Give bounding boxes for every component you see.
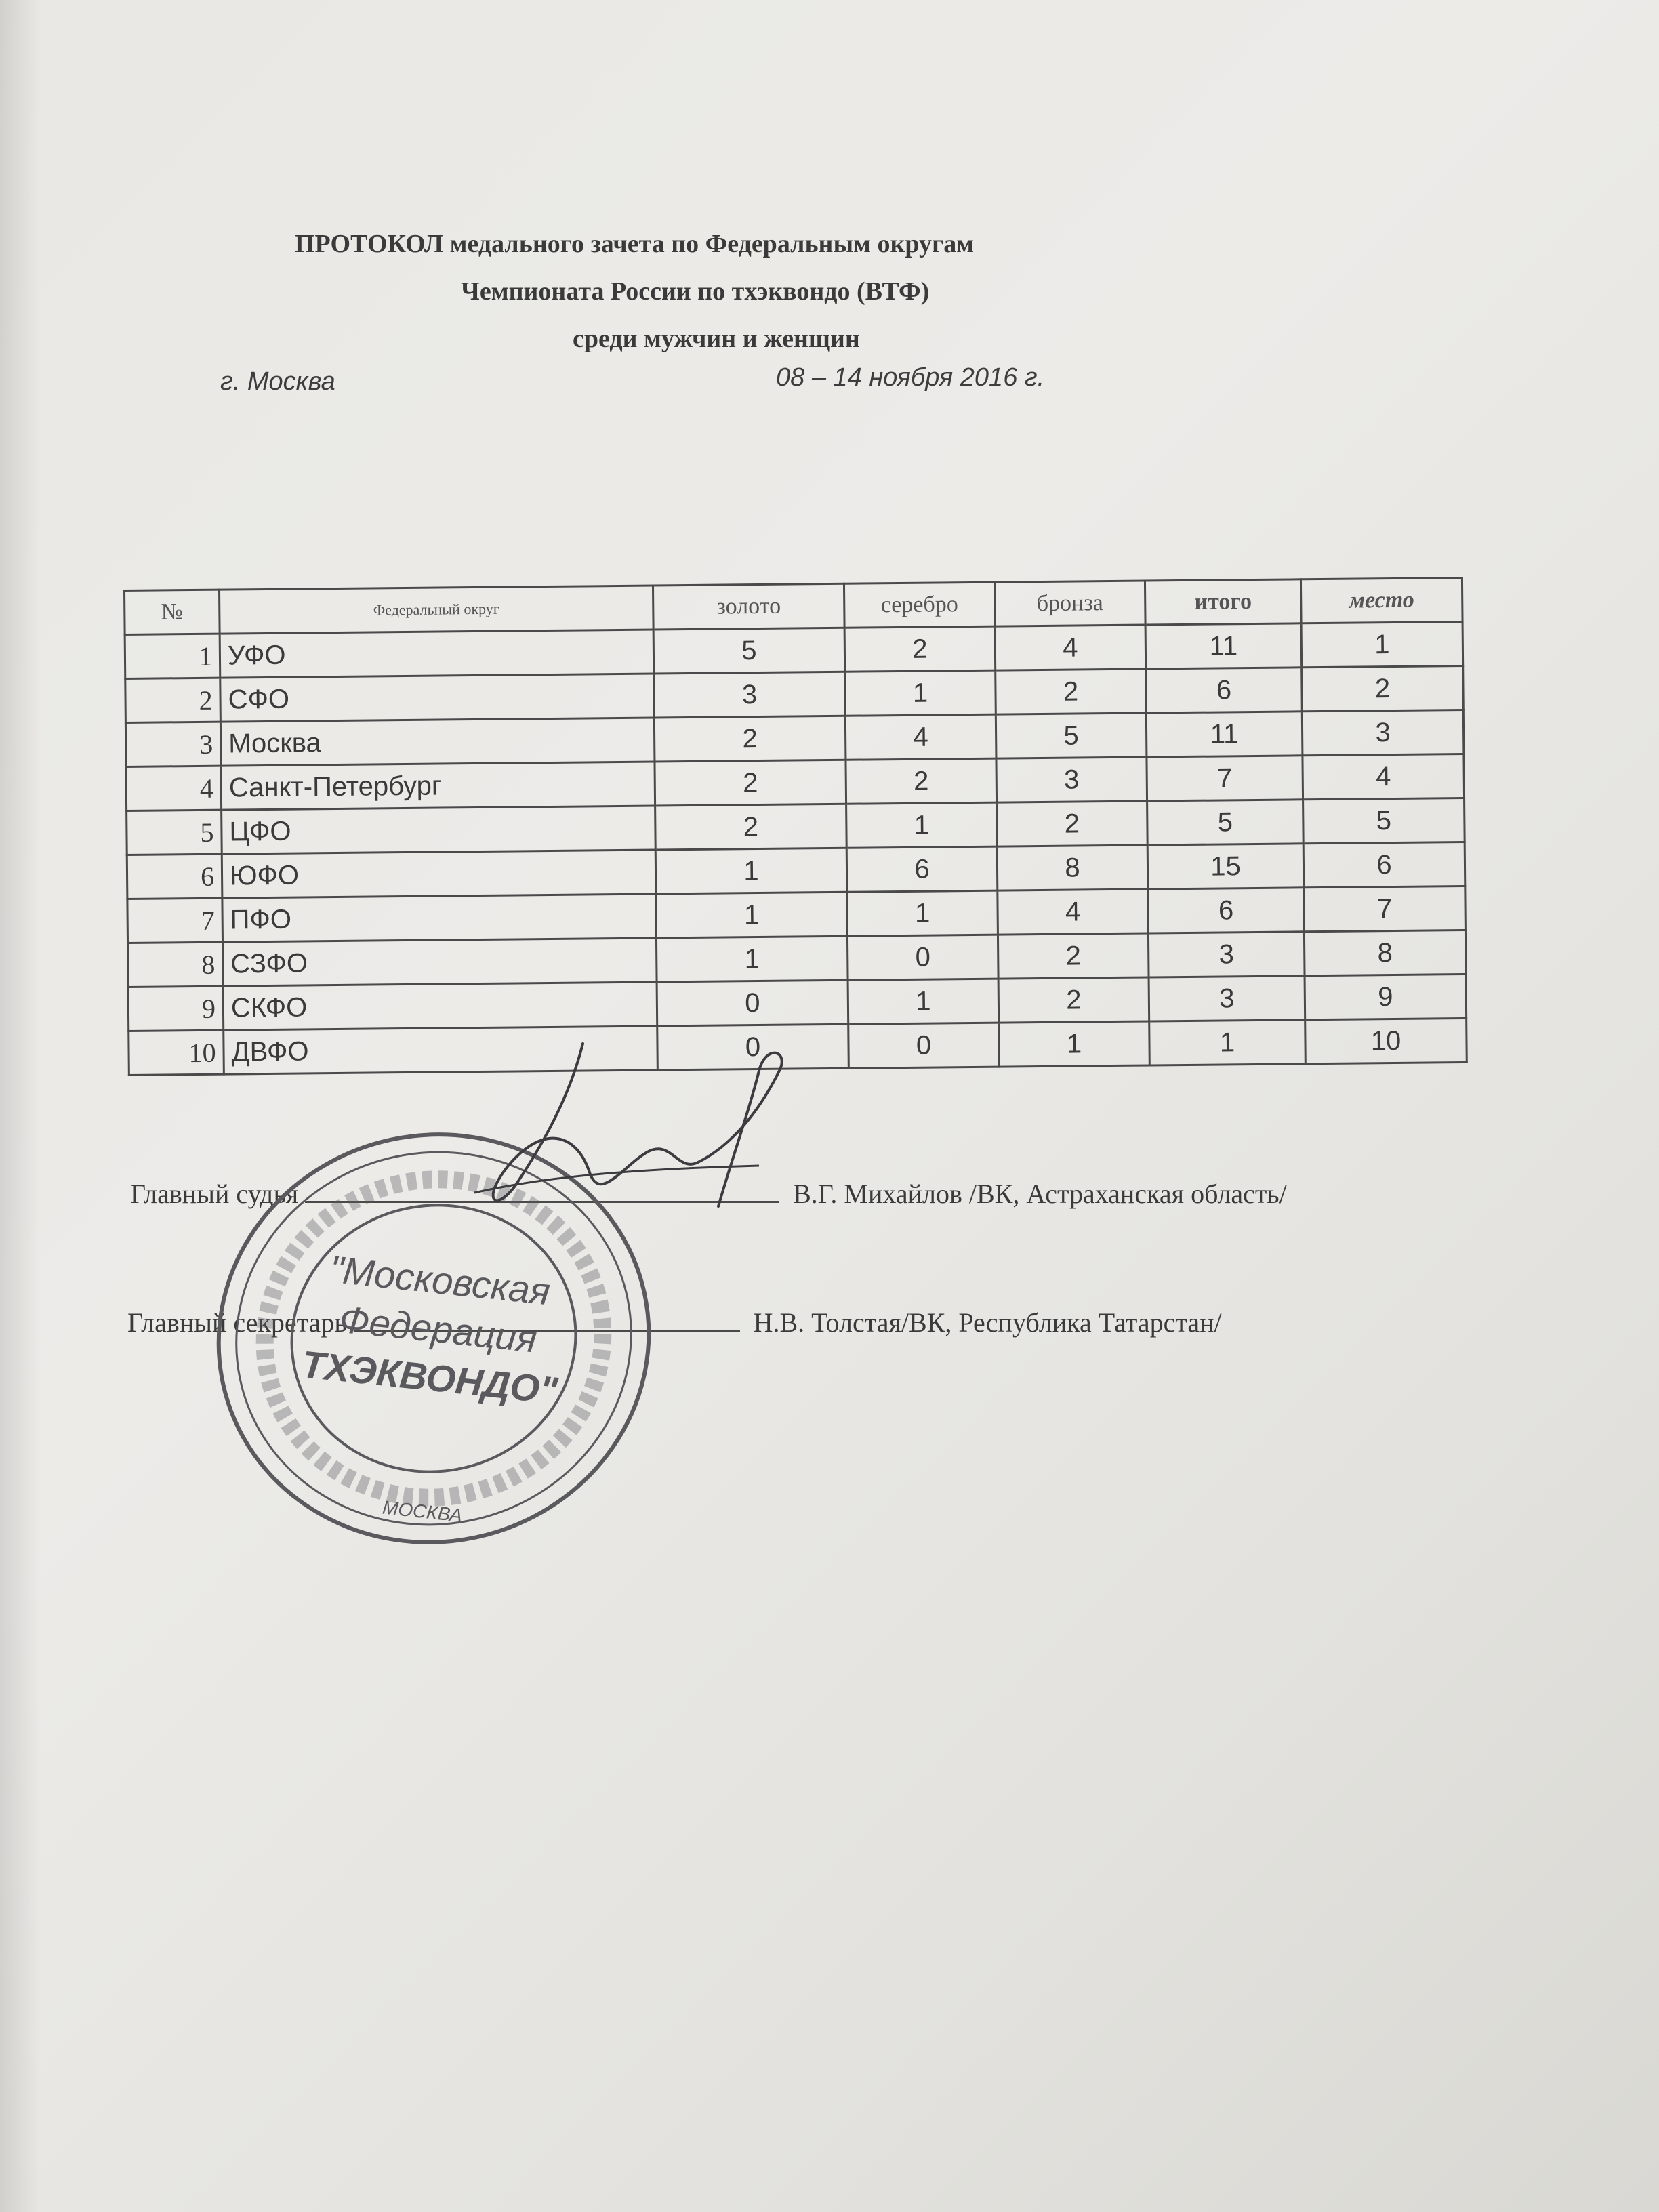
cell-district: Москва (220, 718, 655, 766)
cell-bronze: 1 (999, 1021, 1150, 1067)
cell-bronze: 2 (998, 933, 1149, 979)
cell-silver: 0 (847, 935, 998, 980)
cell-total: 3 (1148, 932, 1305, 977)
cell-place: 1 (1301, 622, 1463, 668)
cell-silver: 6 (846, 846, 998, 892)
cell-gold: 3 (654, 672, 846, 718)
cell-bronze: 4 (995, 625, 1146, 670)
stamp-city: МОСКВА (381, 1496, 464, 1526)
stamp-text-line3: ТХЭКВОНДО" (300, 1343, 560, 1412)
cell-bronze: 3 (996, 757, 1147, 802)
cell-bronze: 8 (997, 845, 1148, 890)
cell-total: 11 (1146, 712, 1303, 757)
championship-title: Чемпионата России по тхэквондо (ВТФ) (461, 277, 930, 306)
cell-total: 11 (1145, 623, 1302, 669)
cell-place: 3 (1302, 710, 1464, 756)
cell-total: 1 (1149, 1020, 1306, 1065)
cell-num: 8 (128, 942, 224, 987)
col-header-place: место (1300, 578, 1462, 623)
cell-gold: 0 (657, 1024, 849, 1070)
col-header-district: Федеральный округ (220, 586, 654, 634)
cell-bronze: 2 (997, 801, 1148, 846)
cell-silver: 1 (847, 890, 998, 936)
cell-district: СФО (220, 674, 655, 722)
page-shadow (0, 0, 41, 2212)
signature-underline (474, 1166, 759, 1193)
handwritten-signature (380, 1030, 800, 1247)
cell-bronze: 2 (998, 977, 1149, 1023)
cell-place: 6 (1303, 842, 1465, 888)
cell-gold: 1 (655, 848, 847, 894)
cell-num: 5 (127, 810, 222, 855)
cell-num: 1 (125, 634, 220, 678)
cell-district: УФО (220, 630, 654, 678)
cell-gold: 2 (654, 716, 846, 762)
cell-bronze: 2 (996, 669, 1147, 714)
cell-gold: 1 (656, 892, 848, 938)
cell-gold: 0 (657, 980, 848, 1026)
chief-judge-role: Главный судья (130, 1179, 299, 1209)
cell-num: 4 (126, 766, 222, 811)
col-header-bronze: бронза (994, 581, 1145, 626)
col-header-num: № (125, 590, 220, 634)
cell-bronze: 5 (996, 713, 1147, 758)
event-city: г. Москва (220, 367, 335, 396)
cell-district: СКФО (223, 982, 657, 1030)
stamp-text-line2: Федерация (337, 1297, 539, 1361)
cell-place: 10 (1305, 1019, 1467, 1064)
cell-place: 8 (1304, 930, 1466, 976)
chief-judge-name: В.Г. Михайлов /ВК, Астраханская область/ (793, 1179, 1287, 1209)
cell-num: 10 (129, 1030, 224, 1075)
cell-total: 5 (1147, 800, 1304, 845)
cell-district: Санкт-Петербург (221, 762, 655, 810)
cell-place: 4 (1303, 754, 1465, 800)
cell-silver: 4 (845, 714, 996, 760)
cell-gold: 2 (655, 804, 847, 850)
cell-district: ПФО (222, 894, 657, 942)
col-header-gold: золото (653, 583, 844, 630)
cell-silver: 1 (846, 802, 998, 848)
cell-total: 3 (1149, 976, 1305, 1021)
cell-silver: 1 (845, 670, 996, 716)
medal-standings-table (123, 577, 1468, 1076)
event-dates: 08 – 14 ноября 2016 г. (776, 363, 1045, 392)
cell-district: ЦФО (222, 806, 656, 854)
cell-total: 6 (1146, 668, 1303, 713)
cell-num: 2 (125, 678, 221, 722)
chief-secretary-name: Н.В. Толстая/ВК, Республика Татарстан/ (753, 1307, 1222, 1338)
cell-gold: 5 (653, 628, 845, 674)
cell-silver: 1 (848, 979, 999, 1024)
category-subtitle: среди мужчин и женщин (573, 325, 860, 353)
cell-total: 15 (1147, 844, 1304, 889)
cell-num: 6 (127, 854, 222, 899)
chief-secretary-role: Главный секретарь (127, 1307, 347, 1338)
cell-total: 6 (1148, 888, 1305, 933)
cell-place: 7 (1304, 886, 1466, 932)
col-header-total: итого (1145, 579, 1301, 625)
stamp-text-line1: "Московская (327, 1247, 552, 1313)
cell-silver: 0 (848, 1023, 1000, 1068)
cell-place: 5 (1303, 798, 1465, 844)
cell-num: 7 (127, 898, 223, 943)
cell-place: 9 (1305, 975, 1467, 1020)
cell-silver: 2 (846, 758, 997, 804)
cell-num: 3 (125, 722, 221, 766)
cell-bronze: 4 (998, 889, 1149, 935)
cell-num: 9 (128, 986, 224, 1031)
cell-district: СЗФО (222, 938, 657, 986)
cell-silver: 2 (844, 626, 996, 672)
cell-district: ЮФО (222, 850, 656, 898)
cell-district: ДВФО (224, 1026, 658, 1074)
cell-gold: 2 (655, 760, 846, 806)
cell-gold: 1 (656, 936, 848, 982)
cell-total: 7 (1147, 756, 1303, 801)
protocol-title: ПРОТОКОЛ медального зачета по Федеральным округам (295, 230, 975, 258)
cell-place: 2 (1302, 666, 1464, 712)
col-header-silver: серебро (844, 582, 995, 628)
